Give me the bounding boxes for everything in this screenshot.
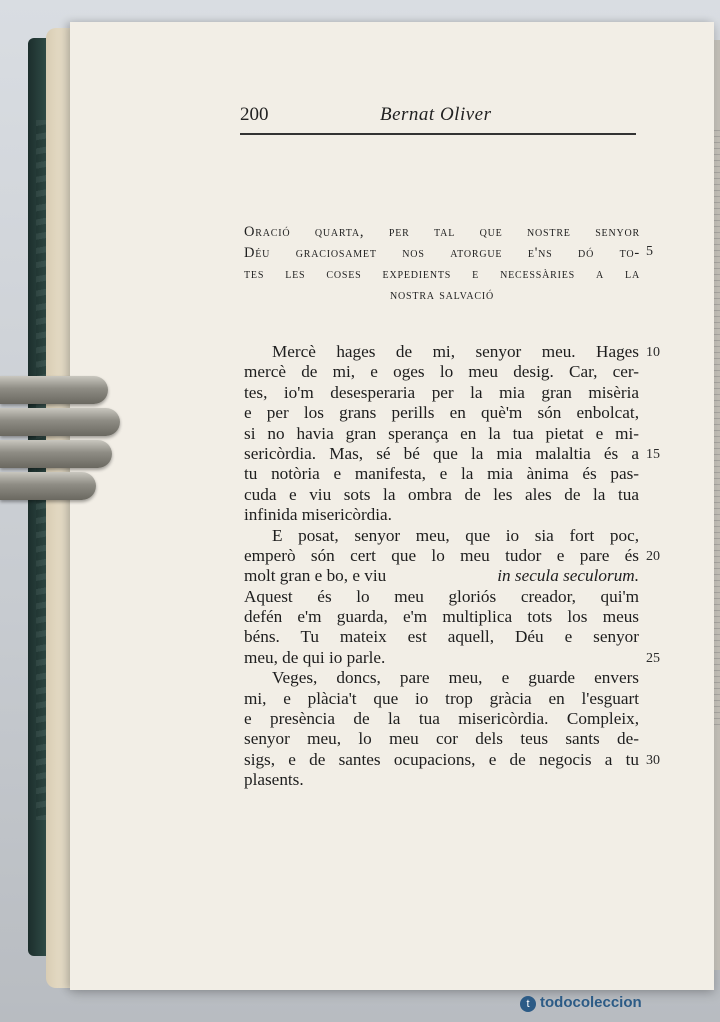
heading-line: Oració quarta, per tal que nostre senyor [244,224,640,240]
text-line [244,566,639,586]
text-line: plasents. [244,770,304,790]
text-line: si no havia gran sperança en la tua pietat e mi- [244,423,639,443]
latin-phrase: in secula seculorum. [497,566,639,586]
text-line: Veges, doncs, pare meu, e guarde envers [272,668,639,688]
watermark-logo-icon: t [520,996,536,1012]
text-line: sigs, e de santes ocupacions, e de negocis a tu [244,749,639,769]
prayer-heading [244,222,640,306]
text-line: tu notòria e manifesta, e la mia ànima és pas- [244,464,639,484]
text-line: defén e'm guarda, e'm multiplica tots los meus [244,607,639,627]
heading-line: nostra salvació [390,287,494,303]
line-number: 30 [646,753,660,768]
clamp-finger [0,408,120,436]
clamp-finger [0,472,96,500]
line-number: 20 [646,549,660,564]
page-clamp [0,316,124,516]
running-head [240,104,632,132]
heading-line: tes les coses expedients e necessàries a la [244,266,640,282]
text-line: infinida misericòrdia. [244,505,392,525]
text-line: senyor meu, lo meu cor dels teus sants de- [244,729,639,749]
text-line: e per los grans perills en què'm són enbolcat, [244,403,639,423]
text-line: tes, io'm desesperaria per la mia gran misèria [244,382,639,402]
line-number: 10 [646,345,660,360]
watermark-text: todocoleccion [540,994,642,1011]
page-number: 200 [240,104,269,125]
text-line: cuda e viu sots la ombra de les ales de la tua [244,484,639,504]
running-title: Bernat Oliver [380,104,492,125]
line-number: 25 [646,651,660,666]
text-line: béns. Tu mateix est aquell, Déu e senyor [244,627,639,647]
text-line: e presència de la tua misericòrdia. Compleix, [244,709,639,729]
text-line: Aquest és lo meu gloriós creador, qui'm [244,586,639,606]
header-rule [240,133,636,135]
body-text [244,342,639,791]
text-line: Mercè hages de mi, senyor meu. Hages [272,342,639,361]
text-line: meu, de qui io parle. [244,647,386,667]
text-line: mercè de mi, e oges lo meu desig. Car, cer- [244,362,639,382]
line-number: 5 [646,244,653,259]
text-line: sericòrdia. Mas, sé bé que la mia malaltia és a [244,443,639,463]
text-line: mi, e plàcia't que io trop gràcia en l'esguart [244,688,639,708]
text-segment: molt gran e bo, e viu [244,566,387,586]
line-number: 15 [646,447,660,462]
heading-line: Déu graciosamet nos atorgue e'ns dó to- [244,245,640,261]
text-line: emperò són cert que lo meu tudor e pare és [244,545,639,565]
clamp-finger [0,376,108,404]
text-line: E posat, senyor meu, que io sia fort poc, [272,525,639,545]
clamp-finger [0,440,112,468]
